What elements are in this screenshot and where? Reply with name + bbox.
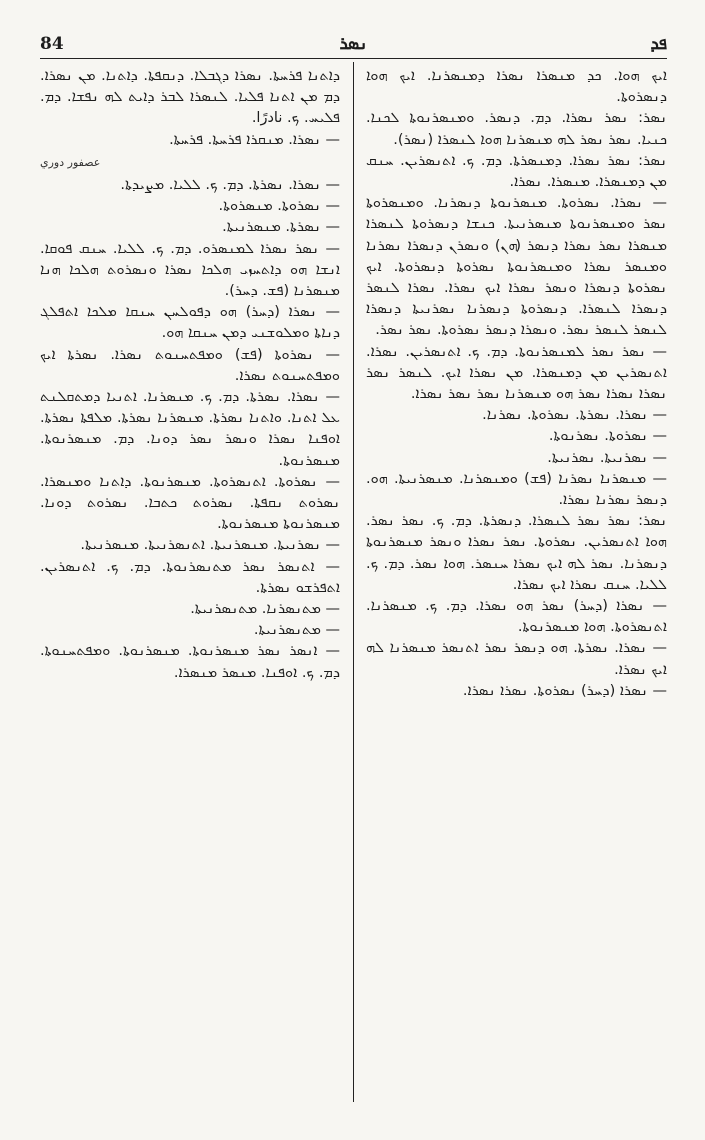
entry: — ܢܣܪ ܢܣܪܐ ܠܡܢܣܪܘ. ܕܡ. ܟ. ܠܠܝܐ. ܚܢܩ ܦܘܩܐ. ܐܢܫܐ ܗܘ ܕܐܬܚܙܝ ܗܠܟܐ ܢܣܪܐ ܘܢܣܪܘܬ ܗܠܟܐ ܗܢܐ ܡܢܣܪܢܐ (ܦܫ. ܕܚܪ). — [40, 240, 340, 300]
entry: — ܢܣܪܢܝܬܐ. ܢܣܪܢܝܬܐ. — [547, 449, 667, 466]
entry: — ܢܣܪܐ. ܢܣܪܬܐ. ܢܣܪܘܬܐ. ܢܣܪܢܐ. — [482, 407, 667, 424]
entry: — ܢܣܪܘܬܐ. ܐܬܢܣܪܘܬܐ. ܡܢܣܪܢܘܬܐ. ܕܐܬܢܐ ܘܡܢܣܪܐ. ܢܣܪܘܬ ܢܩܦܬܐ. ܢܣܪܘܬ ܟܬܒܐ. ܢܣܪܘܬ ܕܘܢܐ. ܡܢܣܪܢܘܬܐ ܡܢܣܪܢܘܬܐ. — [40, 473, 340, 533]
entry: ܐܝܟ ܗܘܐ. ܟܕ ܡܢܣܪܐ ܢܣܪܐ ܕܡܢܣܪܢܐ. ܐܝܟ ܗܘܐ ܕܢܣܪܘܬܐ. — [366, 68, 667, 106]
entry: — ܢܣܪܘܬܐ (ܦܫ) ܘܡܦܬܚܢܘܬ ܢܣܪܐ. ܢܣܪܬܐ ܐܝܟ ܘܡܦܬܚܢܘܬ ܢܣܪܐ. — [40, 346, 340, 384]
entry: ܢܣܪ: ܢܣܪ ܢܣܪ ܠܢܣܪܐ. ܕܢܣܪܬܐ. ܕܡ. ܟ. ܢܣܪ ܢܣܪ. ܗܘܐ ܐܬܢܣܪܝܢ. ܢܣܪܘܬܐ. ܢܣܪ ܢܣܪܐ ܘܢܣܪ ܡܢܣܪܢܘܬܐ ܕܢܣܪܢܐ. ܢܣܪ ܠܗ ܐܝܟ ܢܣܪܐ ܚܢܣܪ. ܗܘܐ ܢܣܪ. ܕܡ. ܟ. ܠܠܝܐ. ܚܢܩ ܢܣܪܐ ܐܝܟ ܢܣܪܐ. — [366, 513, 667, 593]
entry: — ܢܣܪܢܝܬܐ. ܡܢܣܪܢܝܬܐ. ܐܬܢܣܪܢܝܬܐ. ܡܢܣܪܢܝܬܐ. — [80, 537, 340, 554]
entry: — ܢܣܪܬܐ. ܡܢܣܪܢܝܬܐ. — [222, 219, 340, 236]
column-divider — [353, 62, 354, 1102]
entry: — ܢܣܪܐ (ܕܚܪ) ܢܣܪ ܗܘ ܢܣܪܐ. ܕܡ. ܟ. ܡܢܣܪܢܐ. ܐܬܢܣܪܘܬܐ. ܗܘܐ ܡܢܣܪܢܘܬܐ. — [366, 598, 667, 636]
entry: — ܐܢܣܪ ܢܣܪ ܡܢܣܪܢܘܬܐ. ܡܢܣܪܢܘܬܐ. ܘܡܦܬܚܢܘܬܐ. ܕܡ. ܟ. ܐܘܦܢܐ. ܡܢܣܪ ܡܢܣܪܐ. — [40, 643, 340, 681]
entry: — ܢܣܪܐ. ܡܢܩܪܐ ܦܪܚܬܐ. ܦܪܚܬܐ. — [169, 131, 340, 148]
entry: — ܢܣܪܘܬܐ. ܡܢܣܪܘܬܐ. — [218, 198, 340, 215]
entry: ܢܣܪ: ܢܣܪ ܢܣܪܐ. ܕܡ. ܕܢܣܪ. ܘܡܢܣܪܢܘܬܐ ܠܟܢܐ. ܟܢܝܐ. ܢܣܪ ܢܣܪ ܠܗ ܡܢܣܪܢܐ ܗܘܐ ܠܢܣܪܐ (ܢܣܪ). — [366, 110, 667, 148]
entry: — ܢܣܪܘܬܐ. ܢܣܪܢܘܬܐ. — [548, 428, 667, 445]
page-title: ܢܣܪ — [339, 34, 368, 54]
entry: — ܐܬܢܣܪ ܢܣܪ ܡܬܢܣܪܢܘܬܐ. ܕܡ. ܟ. ܐܬܢܣܪܝܢ. ܐܬܦܪܫܘ ܢܣܪܬܐ. — [40, 558, 340, 596]
entry: — ܢܣܪܐ. ܢܣܪܬܐ. ܗܘ ܕܢܣܪ ܢܣܪ ܐܬܢܣܪ ܡܢܣܪܢܐ ܠܗ ܐܝܟ ܢܣܪܐ. — [366, 640, 667, 678]
entry: — ܡܬܢܣܪܢܐ. ܡܬܢܣܪܢܝܬܐ. — [190, 601, 340, 618]
page-header — [40, 34, 667, 58]
entry: — ܢܣܪ ܢܣܪ ܠܡܢܣܪܢܘܬܐ. ܕܡ. ܟ. ܐܬܢܣܪܝܢ. ܢܣܪܐ. ܐܬܢܣܪܝܢ ܡܢ ܕܡܢܣܪܐ. ܡܢ ܢܣܪܐ ܐܝܟ. ܠܢܣܪ ܢܣܪ ܢܣܪܐ ܢܣܪܐ ܢܣܪ ܗܘ ܡܢܣܪܢܐ ܢܣܪ ܢܣܪ ܢܣܪܐ. — [366, 343, 667, 403]
right-column — [366, 66, 667, 1106]
left-column — [40, 66, 340, 1106]
entry: ܕܐܬܢܐ ܦܪܚܬܐ. ܢܣܪܐ ܕܓܒܠܐ. ܕܢܩܦܬܐ. ܕܐܬܢܐ. ܡܢ ܢܣܪܐ. ܕܡ ܡܢ ܐܬܢܐ ܦܠܝܐ. ܠܢܣܪܐ ܠܒܪ ܕܐܝܬ ܠܗ ܢܦܫܐ. ܕܡ. ܦܠܝܚ. ܟ. نادرًا. — [40, 68, 340, 127]
entry: — ܢܣܪܐ (ܕܚܪ) ܗܘ ܕܦܘܠܚܢ ܚܢܩܐ ܡܠܟܐ ܐܬܦܠܓ ܕܢܐܬܐ ܘܡܠܘܫܢܝ ܕܡܢ ܚܢܩܐ ܗܘ. — [40, 304, 340, 342]
entry: — ܡܢܣܪܢܐ ܢܣܪܢܐ (ܦܫ) ܘܡܢܣܪܢܐ. ܡܢܣܪܢܝܬܐ. ܗܘ. ܕܢܣܪ ܢܣܪܢܐ ܢܣܪܐ. — [366, 470, 667, 509]
page-number-right: ܦܕ — [650, 34, 667, 54]
arabic-gloss: عصفور دوري — [40, 155, 101, 169]
entry: — ܢܣܪܐ. ܢܣܪܘܬܐ. ܡܢܣܪܢܘܬܐ ܕܢܣܪܢܐ. ܘܡܢܣܪܘܬܐ ܢܣܪ ܘܡܢܣܪܢܘܬܐ ܡܢܣܪܢܝܬܐ. ܟܢܫܐ ܕܢܣܪܘܬܐ ܠܢܣܪܐ ܡܢܣܪܐ ܢܣܪ ܢܣܪܐ ܕܢܣܪ (ܗܢ) ܘܢܣܪܢ ܕܢܣܪܐ ܢܣܪܢܐ ܘܡܢܣܪ ܢܣܪܐ ܘܡܢܣܪܢܘܬܐ ܢܣܪܘܬܐ ܕܢܣܪܘܬܐ. ܐܝܟ ܢܣܪܘܬܐ ܕܢܣܪܐ ܘܢܣܪ ܢܣܪܐ ܐܝܟ ܢܣܪܐ. ܢܣܪܐ ܠܢܣܪ ܕܢܣܪܐ ܠܢܣܪܐ. ܕܢܣܪܘܬܐ ܕܢܣܪܢܐ ܢܣܪܢܝܬܐ ܕܢܣܪܐ ܠܢܣܪ ܠܢܣܪ ܢܣܪ. ܘܢܣܪܐ ܕܢܣܪ ܢܣܪܘܬܐ. ܢܣܪ ܢܣܪ. — [366, 195, 667, 339]
entry: — ܢܣܪܐ. ܢܣܪܬܐ. ܕܡ. ܟ. ܠܠܝܐ. ܡܨܝܕܬܐ. — [120, 177, 340, 194]
entry: — ܢܣܪܐ. ܢܣܪܬܐ. ܕܡ. ܟ. ܡܢܣܪܢܐ. ܐܬܢܝܐ ܕܡܬܩܠܢܬ ܥܠ ܐܬܢܐ. ܘܐܬܢܐ ܢܣܪܬܐ. ܡܢܣܪܢܐ ܢܣܪܬܐ. ܡܠܦܬܐ ܢܣܪܬܐ. ܐܘܦܢܐ ܢܣܪܐ ܘܢܣܪ ܢܣܪ ܕܘܢܐ. ܕܡ. ܡܢܣܪܢܘܬܐ. ܡܢܣܪܢܘܬܐ. — [40, 389, 340, 469]
entry: — ܡܬܢܣܪܢܝܬܐ. — [253, 622, 340, 639]
entry: ܢܣܪ: ܢܣܪ ܢܣܪܐ. ܕܡܢܣܪܬܐ. ܕܡ. ܟ. ܐܬܢܣܪܝܢ. ܚܢܩ ܡܢ ܕܡܢܣܪܐ. ܡܢܣܪܐ. ܢܣܪܐ. — [366, 152, 667, 191]
page-number-left: 84 — [40, 34, 64, 54]
header-rule — [40, 58, 667, 59]
entry: — ܢܣܪܐ (ܕܚܪ) ܢܣܪܘܬܐ. ܢܣܪܐ ܢܣܪܐ. — [462, 682, 667, 699]
